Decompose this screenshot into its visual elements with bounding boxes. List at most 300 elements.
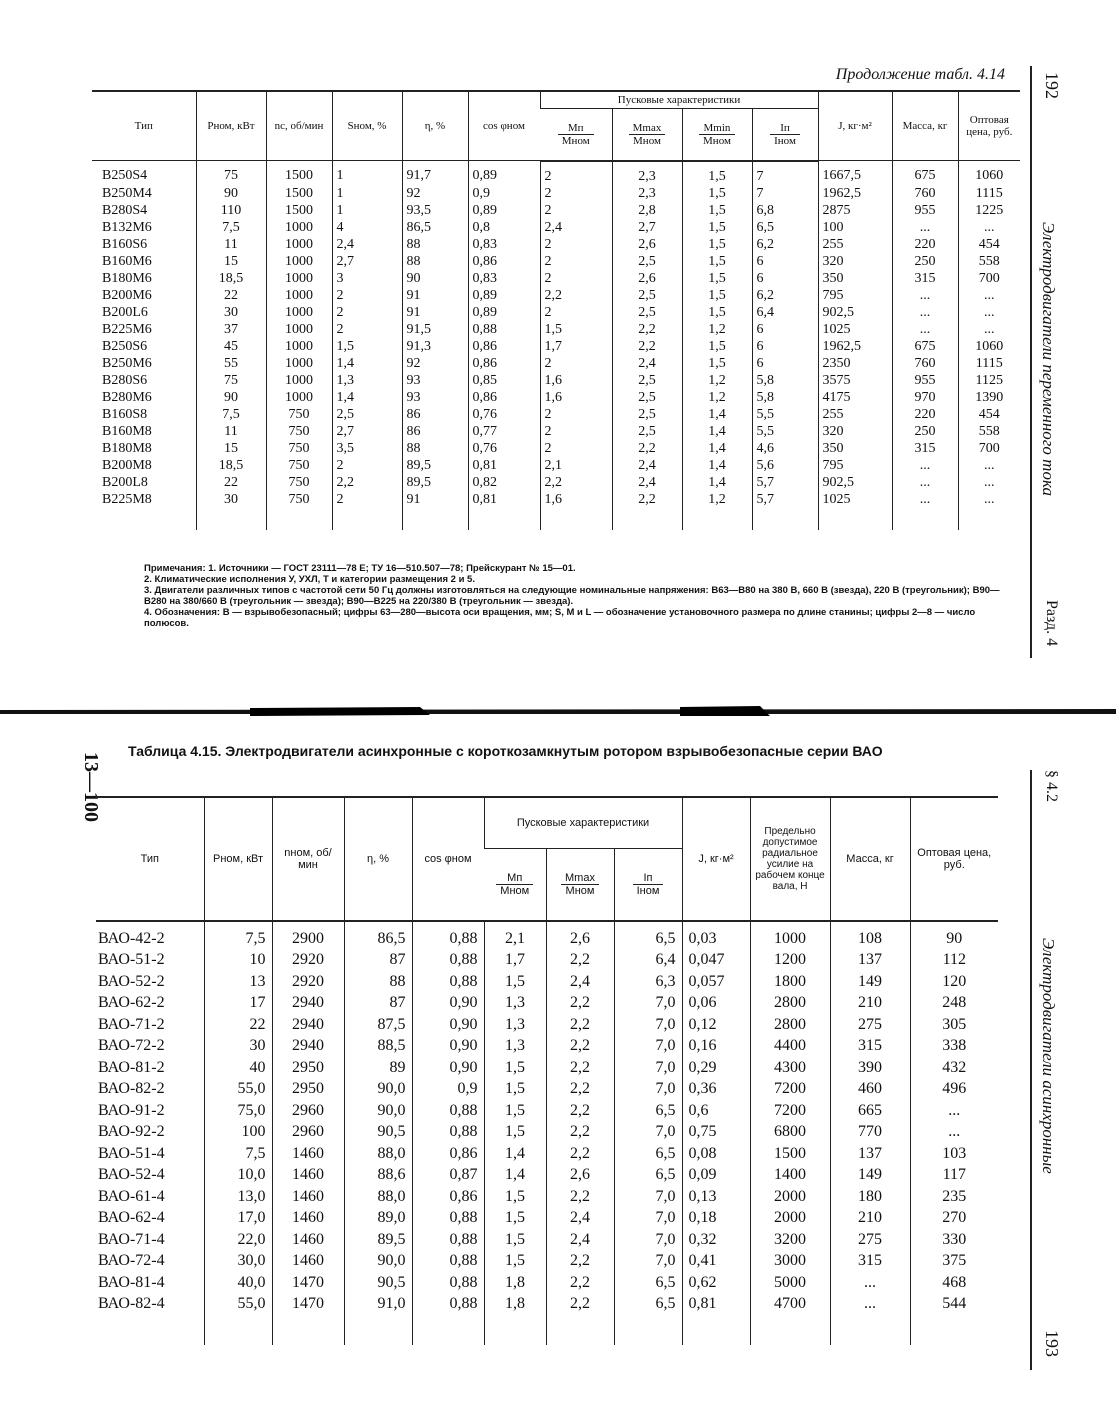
margin-rule-top [1030, 66, 1032, 658]
section-label-top: Разд. 4 [1043, 600, 1060, 647]
table-cell: 0,62 [682, 1272, 750, 1294]
table-cell: 87 [344, 949, 412, 971]
table-cell: 1000 [266, 287, 332, 304]
table-row [96, 1164, 998, 1186]
table-cell: 2,4 [540, 219, 612, 236]
table-4-15 [96, 796, 998, 1345]
table-cell: 0,89 [468, 202, 540, 219]
table-cell: 1800 [750, 971, 830, 993]
table-cell: 315 [830, 1035, 910, 1057]
table-cell: 7,0 [614, 992, 682, 1014]
table-cell: 90,0 [344, 1078, 412, 1100]
table-cell: 7,5 [196, 406, 266, 423]
table-4-14-continued [92, 90, 1013, 530]
table-cell: 1460 [272, 1186, 344, 1208]
cell-type: ВАО-71-2 [98, 1015, 165, 1033]
table-cell: 5,5 [752, 423, 818, 440]
table-cell: 93 [402, 389, 468, 406]
table-cell: 1000 [266, 355, 332, 372]
table-cell: 2 [540, 440, 612, 457]
section-label-bottom: § 4.2 [1043, 770, 1060, 802]
table-cell: 0,09 [682, 1164, 750, 1186]
table-cell: 700 [958, 440, 1020, 457]
table-cell: 6,2 [752, 236, 818, 253]
table-cell: 275 [830, 1014, 910, 1036]
cell-type: В225М8 [102, 491, 152, 507]
table-cell: ... [958, 304, 1020, 321]
table-cell: 11 [196, 236, 266, 253]
col-header-mmin-ratio: $\frac{Mmin}{\text{Mном}}$ [682, 109, 752, 161]
table-cell: 0,88 [412, 949, 484, 971]
cell-type: В200L8 [102, 474, 148, 490]
table-cell: 6800 [750, 1121, 830, 1143]
table-cell: 2000 [750, 1207, 830, 1229]
table-cell: 1,3 [484, 992, 546, 1014]
table-cell: 1,2 [682, 321, 752, 338]
table-cell: 6 [752, 321, 818, 338]
table-cell: 0,12 [682, 1014, 750, 1036]
table-cell: 1,5 [682, 236, 752, 253]
note-2: 2. Климатические исполнения У, УХЛ, Т и категории размещения 2 и 5. [144, 574, 475, 585]
running-title-bottom: Электродвигатели асинхронные [1039, 938, 1058, 1174]
table-cell: 1,8 [484, 1272, 546, 1294]
table-cell: 1,4 [484, 1143, 546, 1165]
table-cell: 2,6 [612, 236, 682, 253]
note-4: 4. Обозначения: В — взрывобезопасный; цифры 63—280—высота оси вращения, мм; S, M и L — обозначение установочного размера по длине станины; цифры 2—8 — число полюсов. [144, 607, 976, 629]
table-cell: 4175 [818, 389, 892, 406]
cell-type: ВАО-81-2 [98, 1058, 165, 1076]
table-cell: 2 [540, 304, 612, 321]
col-header-type: Тип [96, 797, 204, 921]
table-cell: 89,5 [402, 474, 468, 491]
table-cell: 1025 [818, 321, 892, 338]
table-cell: 55,0 [204, 1078, 272, 1100]
table-cell: 255 [818, 236, 892, 253]
table-cell: 92 [402, 185, 468, 202]
table-body [92, 161, 1020, 530]
table-row [96, 1293, 998, 1345]
table-cell: 1,5 [484, 1100, 546, 1122]
table-cell: 5,5 [752, 406, 818, 423]
col-header-type: Тип [92, 91, 196, 161]
col-header-starting: Пусковые характеристики [484, 797, 682, 849]
cell-type: ВАО-51-4 [98, 1144, 165, 1162]
table-cell: 0,88 [412, 921, 484, 950]
table-cell: 75 [196, 372, 266, 389]
table-cell: 1115 [958, 185, 1020, 202]
table-cell: 2 [540, 253, 612, 270]
table-cell: 30 [196, 491, 266, 530]
table-cell: 1,5 [682, 219, 752, 236]
table-cell: 760 [892, 355, 958, 372]
cell-type: В180М6 [102, 270, 152, 286]
table-cell: 2,5 [612, 423, 682, 440]
table-cell: 6 [752, 253, 818, 270]
table-cell: 315 [892, 270, 958, 287]
table-cell: 1,7 [540, 338, 612, 355]
table-cell: 5,7 [752, 491, 818, 530]
table-cell: 2,2 [546, 1121, 614, 1143]
table-cell: 275 [830, 1229, 910, 1251]
table-cell: 1460 [272, 1143, 344, 1165]
table-cell: 1225 [958, 202, 1020, 219]
table-cell: 2,2 [546, 1186, 614, 1208]
table-cell: 330 [910, 1229, 998, 1251]
table-cell: ... [958, 457, 1020, 474]
table-cell: 0,86 [412, 1186, 484, 1208]
table-cell: 1500 [266, 185, 332, 202]
table-cell: 2,5 [612, 372, 682, 389]
table-cell: 2,2 [612, 491, 682, 530]
col-header-mmax-ratio: $\frac{Mmax}{\text{Mном}}$ [612, 109, 682, 161]
table-cell: 10,0 [204, 1164, 272, 1186]
table-cell: 2,2 [546, 1143, 614, 1165]
table-cell: 2 [540, 185, 612, 202]
table-row [96, 1207, 998, 1229]
continuation-caption: Продолжение табл. 4.14 [835, 66, 1005, 83]
table-cell: 6,2 [752, 287, 818, 304]
table-cell: 6,5 [614, 1100, 682, 1122]
table-cell: 4300 [750, 1057, 830, 1079]
table-cell: 0,6 [682, 1100, 750, 1122]
table-row [92, 355, 1020, 372]
table-cell: 338 [910, 1035, 998, 1057]
table-cell: 17,0 [204, 1207, 272, 1229]
running-title-top: Электродвигатели переменного тока [1039, 222, 1058, 496]
page-number-top: 192 [1042, 72, 1062, 99]
table-cell: 6,5 [752, 219, 818, 236]
note-1: Примечания: 1. Источники — ГОСТ 23111—78 Е; ТУ 16—510.507—78; Прейскурант № 15—01. [144, 563, 576, 574]
table-notes [108, 563, 1013, 629]
table-row [92, 321, 1020, 338]
table-cell: 2,5 [612, 406, 682, 423]
table-row [96, 1014, 998, 1036]
table-cell: 0,047 [682, 949, 750, 971]
table-cell: 0,75 [682, 1121, 750, 1143]
table-cell: 13,0 [204, 1186, 272, 1208]
table-cell: 7 [752, 185, 818, 202]
table-cell: 75 [196, 161, 266, 185]
table-cell: 2950 [272, 1078, 344, 1100]
table-cell: 795 [818, 457, 892, 474]
table-cell: 1000 [266, 372, 332, 389]
table-cell: 2,2 [546, 1250, 614, 1272]
table-row [96, 1250, 998, 1272]
table-cell: 2,2 [546, 992, 614, 1014]
table-cell: 90 [910, 921, 998, 950]
table-cell: 6,4 [752, 304, 818, 321]
table-cell: 7,0 [614, 1229, 682, 1251]
table-cell: 0,83 [468, 270, 540, 287]
table-cell: 0,06 [682, 992, 750, 1014]
table-cell: 2950 [272, 1057, 344, 1079]
table-cell: 2960 [272, 1100, 344, 1122]
table-cell: 0,03 [682, 921, 750, 950]
table-row [92, 270, 1020, 287]
table-cell: 5,8 [752, 372, 818, 389]
table-cell: 11 [196, 423, 266, 440]
cell-type: ВАО-72-4 [98, 1252, 165, 1269]
cell-type: ВАО-61-4 [98, 1187, 165, 1205]
table-cell: 902,5 [818, 474, 892, 491]
table-cell: 37 [196, 321, 266, 338]
table-cell: 0,08 [682, 1143, 750, 1165]
table-cell: 675 [892, 161, 958, 185]
table-cell: 13 [204, 971, 272, 993]
table-cell: 22 [204, 1014, 272, 1036]
table-cell: 0,85 [468, 372, 540, 389]
table-cell: 7,0 [614, 1057, 682, 1079]
table-cell: 2,3 [612, 161, 682, 185]
table-cell: 88 [402, 236, 468, 253]
cell-type: ВАО-52-2 [98, 972, 165, 990]
table-cell: ... [958, 321, 1020, 338]
table-cell: 6 [752, 355, 818, 372]
col-header-ip-ratio: $\frac{Iп}{\text{Iном}}$ [752, 109, 818, 161]
table-row [92, 457, 1020, 474]
table-cell: 0,76 [468, 440, 540, 457]
cell-type: В160М6 [102, 253, 152, 269]
col-header-inertia: J, кг·м² [818, 91, 892, 161]
col-header-price: Оптовая цена, руб. [958, 91, 1020, 161]
table-row [92, 389, 1020, 406]
table-cell: 4400 [750, 1035, 830, 1057]
table-cell: 2,7 [612, 219, 682, 236]
table-cell: 1962,5 [818, 185, 892, 202]
table-cell: 149 [830, 971, 910, 993]
table-cell: 137 [830, 1143, 910, 1165]
table-cell: 15 [196, 440, 266, 457]
table-cell: 3200 [750, 1229, 830, 1251]
table-cell: 4 [332, 219, 402, 236]
table-cell: 2940 [272, 1035, 344, 1057]
table-cell: 2,2 [546, 1100, 614, 1122]
table-cell: 700 [958, 270, 1020, 287]
table-cell: 1,6 [540, 491, 612, 530]
table-row [92, 236, 1020, 253]
table-cell: 1115 [958, 355, 1020, 372]
table-cell: 0,88 [412, 1250, 484, 1272]
table-cell: 6,3 [614, 971, 682, 993]
table-cell: ... [892, 321, 958, 338]
table-cell: 2,1 [484, 921, 546, 950]
table-cell: 1000 [266, 236, 332, 253]
table-cell: 0,88 [412, 1293, 484, 1345]
table-cell: 6,8 [752, 202, 818, 219]
table-cell: 6 [752, 338, 818, 355]
table-cell: 3 [332, 270, 402, 287]
table-cell: 89,5 [402, 457, 468, 474]
table-cell: 0,88 [412, 1207, 484, 1229]
col-header-mp-ratio: $\frac{Mп}{\text{Mном}}$ [540, 109, 612, 161]
table-cell: 2,4 [612, 355, 682, 372]
table-cell: 2 [332, 321, 402, 338]
table-cell: 1,5 [484, 1078, 546, 1100]
cell-type: В250М4 [102, 185, 152, 201]
table-cell: 117 [910, 1164, 998, 1186]
table-cell: 88 [402, 440, 468, 457]
table-cell: 3,5 [332, 440, 402, 457]
table-cell: 5000 [750, 1272, 830, 1294]
cell-type: В132М6 [102, 219, 152, 235]
table-row [96, 1100, 998, 1122]
table-cell: 90 [196, 185, 266, 202]
table-cell: 112 [910, 949, 998, 971]
table-cell: 90,0 [344, 1250, 412, 1272]
table-cell: ... [910, 1121, 998, 1143]
table-cell: 1060 [958, 338, 1020, 355]
table-cell: ... [958, 287, 1020, 304]
table-cell: 88,0 [344, 1186, 412, 1208]
table-cell: 375 [910, 1250, 998, 1272]
table-cell: 1,5 [682, 185, 752, 202]
table-cell: 1,2 [682, 389, 752, 406]
table-4-15-title: Таблица 4.15. Электродвигатели асинхронные с короткозамкнутым ротором взрывобезопасные серии ВАО [128, 743, 883, 759]
table-cell: ... [910, 1100, 998, 1122]
table-cell: 3575 [818, 372, 892, 389]
table-cell: 1,5 [484, 1186, 546, 1208]
table-cell: 1,4 [682, 406, 752, 423]
table-cell: 2 [332, 304, 402, 321]
table-cell: 91 [402, 287, 468, 304]
cell-type: В160М8 [102, 423, 152, 439]
col-header-mass: Масса, кг [830, 797, 910, 921]
table-row [96, 949, 998, 971]
table-cell: 558 [958, 423, 1020, 440]
col-header-starting: Пусковые характеристики [540, 91, 818, 109]
table-cell: 93 [402, 372, 468, 389]
table-cell: 1,6 [540, 372, 612, 389]
table-cell: 88,6 [344, 1164, 412, 1186]
table-cell: 2 [332, 491, 402, 530]
col-header-power: Pном, кВт [196, 91, 266, 161]
table-cell: 100 [818, 219, 892, 236]
table-cell: 0,86 [468, 253, 540, 270]
table-cell: 1,5 [332, 338, 402, 355]
table-cell: 2,4 [612, 457, 682, 474]
table-row [92, 491, 1020, 530]
table-cell: 6,5 [614, 1272, 682, 1294]
col-header-efficiency: η, % [344, 797, 412, 921]
table-cell: 2,2 [546, 1293, 614, 1345]
table-cell: 1,2 [682, 372, 752, 389]
table-cell: 7,5 [204, 921, 272, 950]
table-cell: 0,057 [682, 971, 750, 993]
table-cell: 1,5 [540, 321, 612, 338]
table-cell: 1,3 [332, 372, 402, 389]
table-cell: 7200 [750, 1100, 830, 1122]
table-cell: 91 [402, 304, 468, 321]
table-cell: 1,5 [484, 1057, 546, 1079]
table-cell: 2,7 [332, 253, 402, 270]
table-cell: 91,5 [402, 321, 468, 338]
table-cell: 220 [892, 236, 958, 253]
table-cell: ... [958, 491, 1020, 530]
cell-type: В200М8 [102, 457, 152, 473]
table-cell: 0,81 [468, 491, 540, 530]
margin-rule-bottom [1030, 770, 1032, 1370]
table-cell: 0,77 [468, 423, 540, 440]
table-row [92, 161, 1020, 185]
table-cell: 4700 [750, 1293, 830, 1345]
col-header-speed: nс, об/мин [266, 91, 332, 161]
table-cell: 7,5 [196, 219, 266, 236]
table-cell: 2,5 [612, 304, 682, 321]
table-cell: ... [830, 1293, 910, 1345]
cell-type: В180М8 [102, 440, 152, 456]
col-header-inertia: J, кг·м² [682, 797, 750, 921]
table-cell: 1200 [750, 949, 830, 971]
table-cell: 55 [196, 355, 266, 372]
table-cell: 30 [196, 304, 266, 321]
table-cell: 1,6 [540, 389, 612, 406]
table-cell: 1962,5 [818, 338, 892, 355]
table-cell: 1,5 [484, 1229, 546, 1251]
table-cell: 0,76 [468, 406, 540, 423]
table-cell: 7 [752, 161, 818, 185]
table-cell: 750 [266, 406, 332, 423]
table-row [92, 474, 1020, 491]
table-cell: 0,88 [468, 321, 540, 338]
table-row [96, 921, 998, 950]
table-cell: 10 [204, 949, 272, 971]
col-header-mass: Масса, кг [892, 91, 958, 161]
col-header-ip-ratio: $\frac{Iп}{\text{Iном}}$ [614, 849, 682, 921]
table-cell: 0,90 [412, 1035, 484, 1057]
table-cell: 4,6 [752, 440, 818, 457]
table-cell: ... [892, 491, 958, 530]
table-cell: 7,0 [614, 1035, 682, 1057]
table-cell: 75,0 [204, 1100, 272, 1122]
table-cell: 0,89 [468, 304, 540, 321]
table-cell: 2,2 [612, 321, 682, 338]
col-header-price: Оптовая цена, руб. [910, 797, 998, 921]
table-cell: 1025 [818, 491, 892, 530]
table-cell: 88,5 [344, 1035, 412, 1057]
table-cell: 1000 [266, 270, 332, 287]
table-cell: 2000 [750, 1186, 830, 1208]
table-row [96, 1078, 998, 1100]
table-cell: 2 [540, 423, 612, 440]
table-cell: 1000 [266, 304, 332, 321]
table-cell: 2,2 [540, 474, 612, 491]
table-cell: 0,32 [682, 1229, 750, 1251]
table-cell: 103 [910, 1143, 998, 1165]
table-cell: 22,0 [204, 1229, 272, 1251]
table-cell: 350 [818, 270, 892, 287]
table-cell: 2800 [750, 992, 830, 1014]
cell-type: ВАО-62-2 [98, 994, 165, 1011]
table-cell: 0,88 [412, 1100, 484, 1122]
table-cell: 1390 [958, 389, 1020, 406]
table-cell: ... [892, 287, 958, 304]
table-cell: 86,5 [402, 219, 468, 236]
table-cell: 86 [402, 423, 468, 440]
table-cell: 91,0 [344, 1293, 412, 1345]
table-cell: 17 [204, 992, 272, 1014]
cell-type: ВАО-62-4 [98, 1209, 165, 1226]
table-cell: 1,5 [682, 202, 752, 219]
table-cell: 6,4 [614, 949, 682, 971]
table-cell: 0,88 [412, 1229, 484, 1251]
table-cell: 7,5 [204, 1143, 272, 1165]
table-cell: 90,5 [344, 1121, 412, 1143]
cell-type: ВАО-82-2 [98, 1080, 165, 1097]
table-cell: 750 [266, 457, 332, 474]
col-header-mp-ratio: $\frac{Mп}{\text{Mном}}$ [484, 849, 546, 921]
table-cell: 1,5 [682, 355, 752, 372]
table-cell: 7,0 [614, 1121, 682, 1143]
